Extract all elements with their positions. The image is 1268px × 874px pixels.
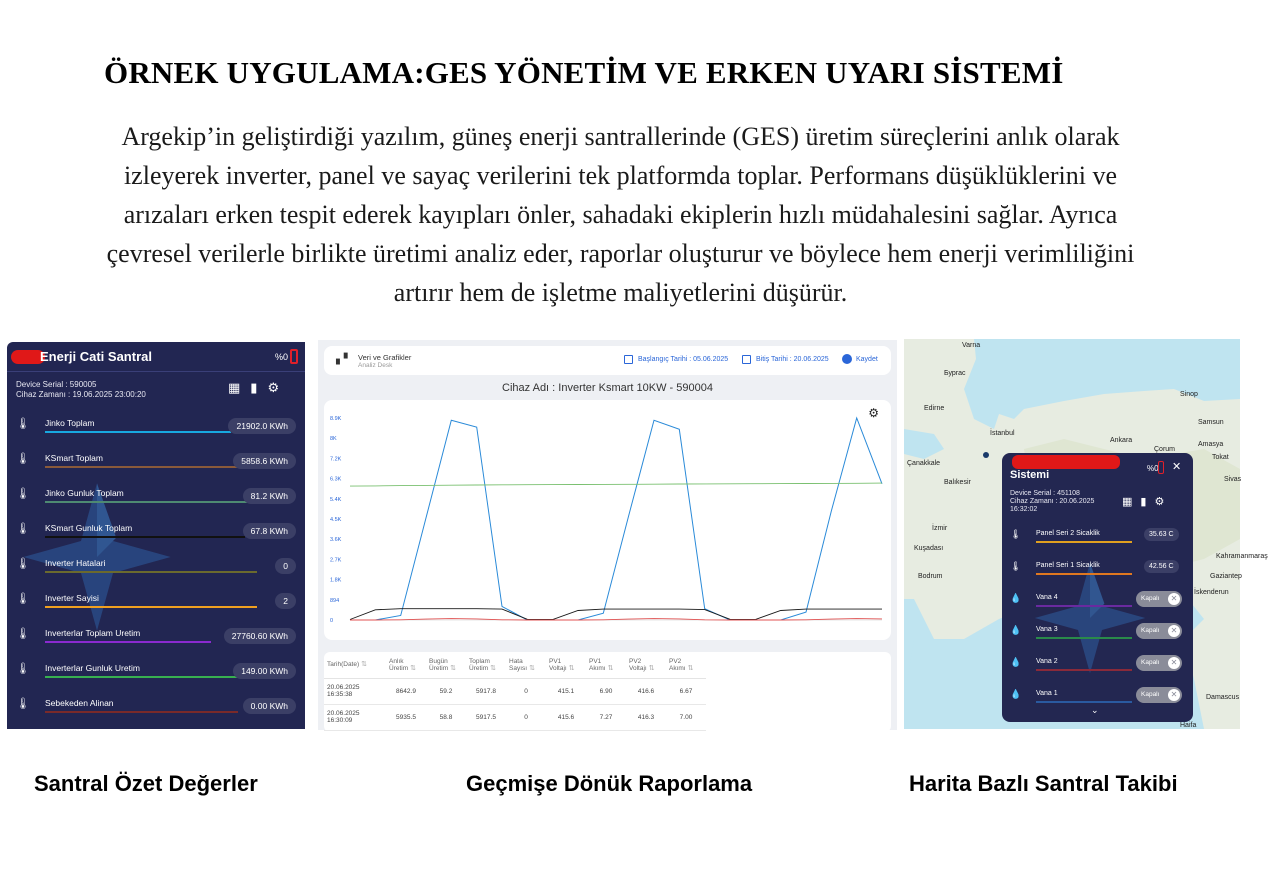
sort-icon[interactable]: ⇅ [450, 664, 457, 672]
table-header-cell[interactable] [546, 652, 586, 678]
row-label: Vana 1 [1036, 690, 1058, 697]
card-row[interactable] [1002, 591, 1193, 622]
table-cell: 0 [506, 678, 546, 704]
drop-icon: 💧 [1010, 690, 1022, 700]
device-info [1010, 490, 1094, 514]
report-header [324, 346, 891, 375]
device-time-2: 16:32:02 [1010, 506, 1038, 513]
summary-row[interactable] [7, 624, 305, 659]
y-tick-label: 7.2K [330, 456, 342, 463]
map-city-label: İskenderun [1194, 589, 1229, 596]
table-cell: 7.00 [666, 704, 706, 730]
map-city-label: Varna [962, 342, 981, 349]
map-city-label: Kahramanmaraş [1216, 553, 1268, 560]
thermometer-icon: 🌡 [16, 487, 30, 500]
close-icon: ✕ [1168, 593, 1180, 605]
calendar-icon [624, 355, 633, 364]
caption-reporting: Geçmişe Dönük Raporlama [466, 771, 753, 796]
download-icon [842, 354, 852, 364]
series-line [350, 609, 882, 620]
body-line: çevresel verilerle birlikte üretimi analiz eder, raporlar oluşturur ve böylece hem enerji verimliliğini [106, 239, 1135, 268]
bar-chart-icon[interactable]: ▮ [250, 381, 258, 396]
row-bar [45, 711, 238, 713]
map-city-label: Samsun [1198, 419, 1224, 426]
sort-icon[interactable]: ⇅ [687, 664, 694, 672]
row-bar [45, 431, 231, 433]
valve-state: Kapalı [1141, 691, 1160, 698]
y-tick-label: 4.5K [330, 517, 342, 523]
body-line: izleyerek inverter, panel ve sayaç verilerini tek platformda toplar. Performans düşüklüklerini ve [123, 161, 1118, 190]
row-value: 21902.0 KWh [228, 418, 296, 434]
row-bar [1036, 605, 1132, 607]
card-row[interactable] [1002, 527, 1193, 558]
station-card[interactable] [1002, 453, 1193, 722]
device-serial: Device Serial : 590005 [16, 380, 97, 389]
y-tick-label: 894 [330, 597, 340, 604]
y-tick-label: 3.6K [330, 537, 342, 544]
map-city-label: Balıkesir [944, 479, 971, 486]
dashboard-icon[interactable]: ▦ [228, 381, 241, 396]
map-city-label: Ankara [1110, 437, 1133, 444]
summary-row[interactable] [7, 659, 305, 694]
map-city-label: Amasya [1198, 441, 1224, 448]
battery-icon [290, 349, 298, 364]
y-tick-label: 8.9K [330, 416, 342, 422]
battery-icon [1158, 461, 1164, 474]
valve-toggle[interactable] [1136, 687, 1182, 703]
summary-row[interactable] [7, 449, 305, 484]
sort-icon[interactable]: ⇅ [607, 664, 614, 672]
row-label: Panel Seri 2 Sicaklik [1036, 530, 1100, 537]
row-value: 67.8 KWh [243, 523, 296, 539]
summary-title: Enerji Cati Santral [40, 349, 152, 364]
table-cell: 5917.8 [466, 678, 506, 704]
table-cell: 416.6 [626, 678, 666, 704]
redacted-mark [1012, 455, 1120, 469]
map-city-label: İzmir [932, 525, 948, 532]
gear-icon[interactable]: ⚙ [868, 406, 879, 420]
start-date-button[interactable]: Başlangıç Tarihi : 05.06.2025 [638, 356, 729, 363]
device-name: Cihaz Adı : Inverter Ksmart 10KW - 590004 [502, 382, 713, 394]
header-label: Bugün Üretim [429, 657, 449, 672]
map-city-label: Tokat [1212, 454, 1229, 461]
row-bar [1036, 573, 1132, 575]
valve-toggle[interactable] [1136, 623, 1182, 639]
map-city-label: Kuşadası [914, 545, 944, 552]
table-header-cell[interactable] [626, 652, 666, 678]
card-row[interactable] [1002, 559, 1193, 590]
device-time: Cihaz Zamanı : 20.06.2025 [1010, 498, 1095, 505]
report-table [324, 652, 891, 732]
table-header-cell[interactable] [666, 652, 706, 678]
map-city-label: Haifa [1180, 722, 1197, 729]
valve-state: Kapalı [1141, 627, 1160, 634]
summary-row[interactable] [7, 589, 305, 624]
table-cell: 5917.5 [466, 704, 506, 730]
thermometer-icon: 🌡 [16, 592, 30, 605]
body-line: arızaları erken tespit ederek kayıpları önler, sahadaki ekiplerin hızlı müdahalesini sağlar. Ayrıca [123, 200, 1118, 229]
row-value: 81.2 KWh [243, 488, 296, 504]
table-cell: 20.06.2025 16:30:09 [324, 704, 386, 730]
table-cell: 0 [506, 704, 546, 730]
row-bar [1036, 669, 1132, 671]
map-city-label: Damascus [1206, 694, 1240, 701]
summary-row[interactable] [7, 554, 305, 589]
document-title: ÖRNEK UYGULAMA:GES YÖNETİM VE ERKEN UYARI SİSTEMİ [104, 55, 1064, 90]
summary-panel [7, 342, 305, 729]
table-cell: 8642.9 [386, 678, 426, 704]
table-header-cell[interactable] [386, 652, 426, 678]
table-cell: 5935.5 [386, 704, 426, 730]
table-cell: 415.1 [546, 678, 586, 704]
map-city-label: Çanakkale [907, 460, 941, 467]
gear-icon[interactable]: ⚙ [267, 381, 280, 396]
caption-map: Harita Bazlı Santral Takibi [909, 771, 1178, 796]
table-cell: 7.27 [586, 704, 626, 730]
row-label: Jinko Toplam [45, 418, 95, 428]
valve-state: Kapalı [1141, 595, 1160, 602]
map-city-label: Çorum [1154, 446, 1176, 453]
row-label: Vana 3 [1036, 626, 1058, 633]
table-header-cell[interactable] [586, 652, 626, 678]
row-label: Inverterlar Toplam Uretim [45, 628, 141, 638]
map-city-label: Edirne [924, 405, 945, 412]
row-value: 42.56 C [1144, 560, 1179, 573]
sort-icon[interactable]: ⇅ [410, 664, 417, 672]
close-icon: ✕ [1168, 657, 1180, 669]
save-button[interactable]: Kaydet [856, 356, 878, 363]
header-label: PV1 Akımı [589, 657, 606, 672]
row-label: Inverter Hatalari [45, 558, 106, 568]
thermometer-icon: 🌡 [1010, 530, 1022, 540]
map-city-label: Бургас [944, 370, 966, 377]
row-label: Jinko Gunluk Toplam [45, 488, 124, 498]
table-header-cell[interactable] [324, 652, 386, 678]
station-title: Sistemi [1010, 469, 1050, 481]
row-bar [45, 676, 238, 678]
header-label: PV2 Akımı [669, 657, 686, 672]
row-bar [45, 501, 250, 503]
header-label: Hata Sayısı [509, 657, 528, 672]
chart-menu-icon[interactable]: ▖▘ [336, 354, 352, 365]
table-cell: 6.90 [586, 678, 626, 704]
sort-icon[interactable]: ⇅ [529, 664, 535, 672]
row-bar [45, 641, 211, 643]
row-label: Inverterlar Gunluk Uretim [45, 663, 140, 673]
valve-toggle[interactable] [1136, 591, 1182, 607]
row-bar [45, 466, 245, 468]
table-cell: 59.2 [426, 678, 466, 704]
row-value: 0.00 KWh [243, 698, 296, 714]
chevron-down-icon[interactable]: ⌄ [1091, 706, 1099, 716]
close-icon: ✕ [1168, 689, 1180, 701]
map-city-label: Sivas [1224, 476, 1242, 483]
header-label: PV2 Voltajı [629, 657, 647, 672]
row-bar [1036, 541, 1132, 543]
y-tick-label: 6.3K [330, 476, 342, 483]
sort-icon[interactable]: ⇅ [648, 664, 655, 672]
document-body [60, 117, 1181, 312]
summary-row[interactable] [7, 484, 305, 519]
table-header-cell[interactable] [506, 652, 546, 678]
header-label: Toplam Üretim [469, 657, 490, 672]
battery-percent: %0 [1147, 464, 1159, 473]
map-city-label: İstanbul [990, 430, 1015, 437]
row-value: 5858.6 KWh [233, 453, 296, 469]
drop-icon: 💧 [1010, 658, 1022, 668]
thermometer-icon: 🌡 [16, 417, 30, 430]
report-header-title: Veri ve Grafikler [358, 353, 412, 362]
row-value: 27760.60 KWh [224, 628, 296, 644]
y-tick-label: 1.8K [330, 577, 342, 584]
map-city-label: Gaziantep [1210, 573, 1242, 580]
row-label: Inverter Sayisi [45, 593, 99, 603]
dashboard-icon[interactable]: ▦ [1122, 495, 1133, 508]
row-value: 35.63 C [1144, 528, 1179, 541]
table-cell: 415.6 [546, 704, 586, 730]
row-label: KSmart Gunluk Toplam [45, 523, 133, 533]
thermometer-icon: 🌡 [16, 627, 30, 640]
row-bar [45, 571, 257, 573]
table-cell: 58.8 [426, 704, 466, 730]
valve-state: Kapalı [1141, 659, 1160, 666]
row-label: Panel Seri 1 Sicaklik [1036, 562, 1100, 569]
map-panel[interactable] [904, 339, 1268, 729]
device-info [16, 380, 146, 400]
row-bar [45, 536, 245, 538]
header-label: Tarih(Date) [327, 661, 360, 669]
end-date-button[interactable]: Bitiş Tarihi : 20.06.2025 [756, 356, 829, 363]
y-tick-label: 0 [330, 618, 334, 624]
map-city-label: Bodrum [918, 573, 943, 580]
row-bar [1036, 637, 1132, 639]
body-line: Argekip’in geliştirdiği yazılım, güneş enerji santrallerinde (GES) üretim süreçlerini anlık olarak [121, 122, 1120, 151]
table-row [324, 704, 706, 730]
chart-container [324, 400, 891, 640]
summary-header [7, 342, 305, 372]
row-label: Vana 4 [1036, 594, 1058, 601]
gear-icon[interactable]: ⚙ [1154, 495, 1165, 508]
summary-toolbar [228, 382, 279, 396]
thermometer-icon: 🌡 [16, 452, 30, 465]
row-bar [1036, 701, 1132, 703]
table-cell: 6.67 [666, 678, 706, 704]
caption-summary: Santral Özet Değerler [34, 771, 258, 796]
series-line [350, 483, 882, 486]
row-bar [45, 606, 257, 608]
summary-row[interactable] [7, 414, 305, 449]
row-label: KSmart Toplam [45, 453, 103, 463]
battery-percent: %0 [275, 352, 289, 362]
table-header-cell[interactable] [466, 652, 506, 678]
series-line [350, 418, 882, 620]
valve-toggle[interactable] [1136, 655, 1182, 671]
report-header-subtitle: Analiz Desk [358, 362, 393, 369]
sort-icon[interactable]: ⇅ [490, 664, 497, 672]
sort-icon[interactable]: ⇅ [568, 664, 575, 672]
thermometer-icon: 🌡 [16, 557, 30, 570]
drop-icon: 💧 [1010, 626, 1022, 636]
row-value: 149.00 KWh [233, 663, 296, 679]
table-cell: 416.3 [626, 704, 666, 730]
device-time: Cihaz Zamanı : 19.06.2025 23:00:20 [16, 390, 146, 399]
table-header-cell[interactable] [426, 652, 466, 678]
bar-chart-icon[interactable]: ▮ [1140, 495, 1147, 508]
header-label: PV1 Voltajı [549, 657, 567, 672]
y-tick-label: 8K [330, 436, 337, 443]
sort-icon[interactable]: ⇅ [361, 661, 368, 669]
thermometer-icon: 🌡 [16, 662, 30, 675]
table-body [324, 678, 706, 730]
summary-row[interactable] [7, 694, 305, 729]
card-row[interactable] [1002, 655, 1193, 686]
table-row [324, 678, 706, 704]
row-label: Sebekeden Alinan [45, 698, 114, 708]
summary-row[interactable] [7, 519, 305, 554]
thermometer-icon: 🌡 [1010, 562, 1022, 572]
y-tick-label: 5.4K [330, 496, 342, 503]
card-toolbar [1122, 496, 1164, 508]
row-label: Vana 2 [1036, 658, 1058, 665]
row-value: 2 [275, 593, 296, 609]
row-value: 0 [275, 558, 296, 574]
thermometer-icon: 🌡 [16, 697, 30, 710]
report-panel [318, 340, 897, 730]
map-city-label: Sinop [1180, 391, 1198, 398]
close-icon: ✕ [1168, 625, 1180, 637]
drop-icon: 💧 [1010, 594, 1022, 604]
table-cell: 20.06.2025 16:35:38 [324, 678, 386, 704]
header-label: Anlık Üretim [389, 657, 409, 672]
calendar-icon [742, 355, 751, 364]
close-icon[interactable]: ✕ [1172, 460, 1182, 473]
line-chart [324, 400, 891, 640]
body-line: artırır hem de işletme maliyetlerini düşürür. [393, 278, 848, 307]
table-header-row [324, 652, 706, 678]
card-row[interactable] [1002, 623, 1193, 654]
thermometer-icon: 🌡 [16, 522, 30, 535]
y-tick-label: 2.7K [330, 557, 342, 564]
device-serial: Device Serial : 451108 [1010, 490, 1080, 497]
